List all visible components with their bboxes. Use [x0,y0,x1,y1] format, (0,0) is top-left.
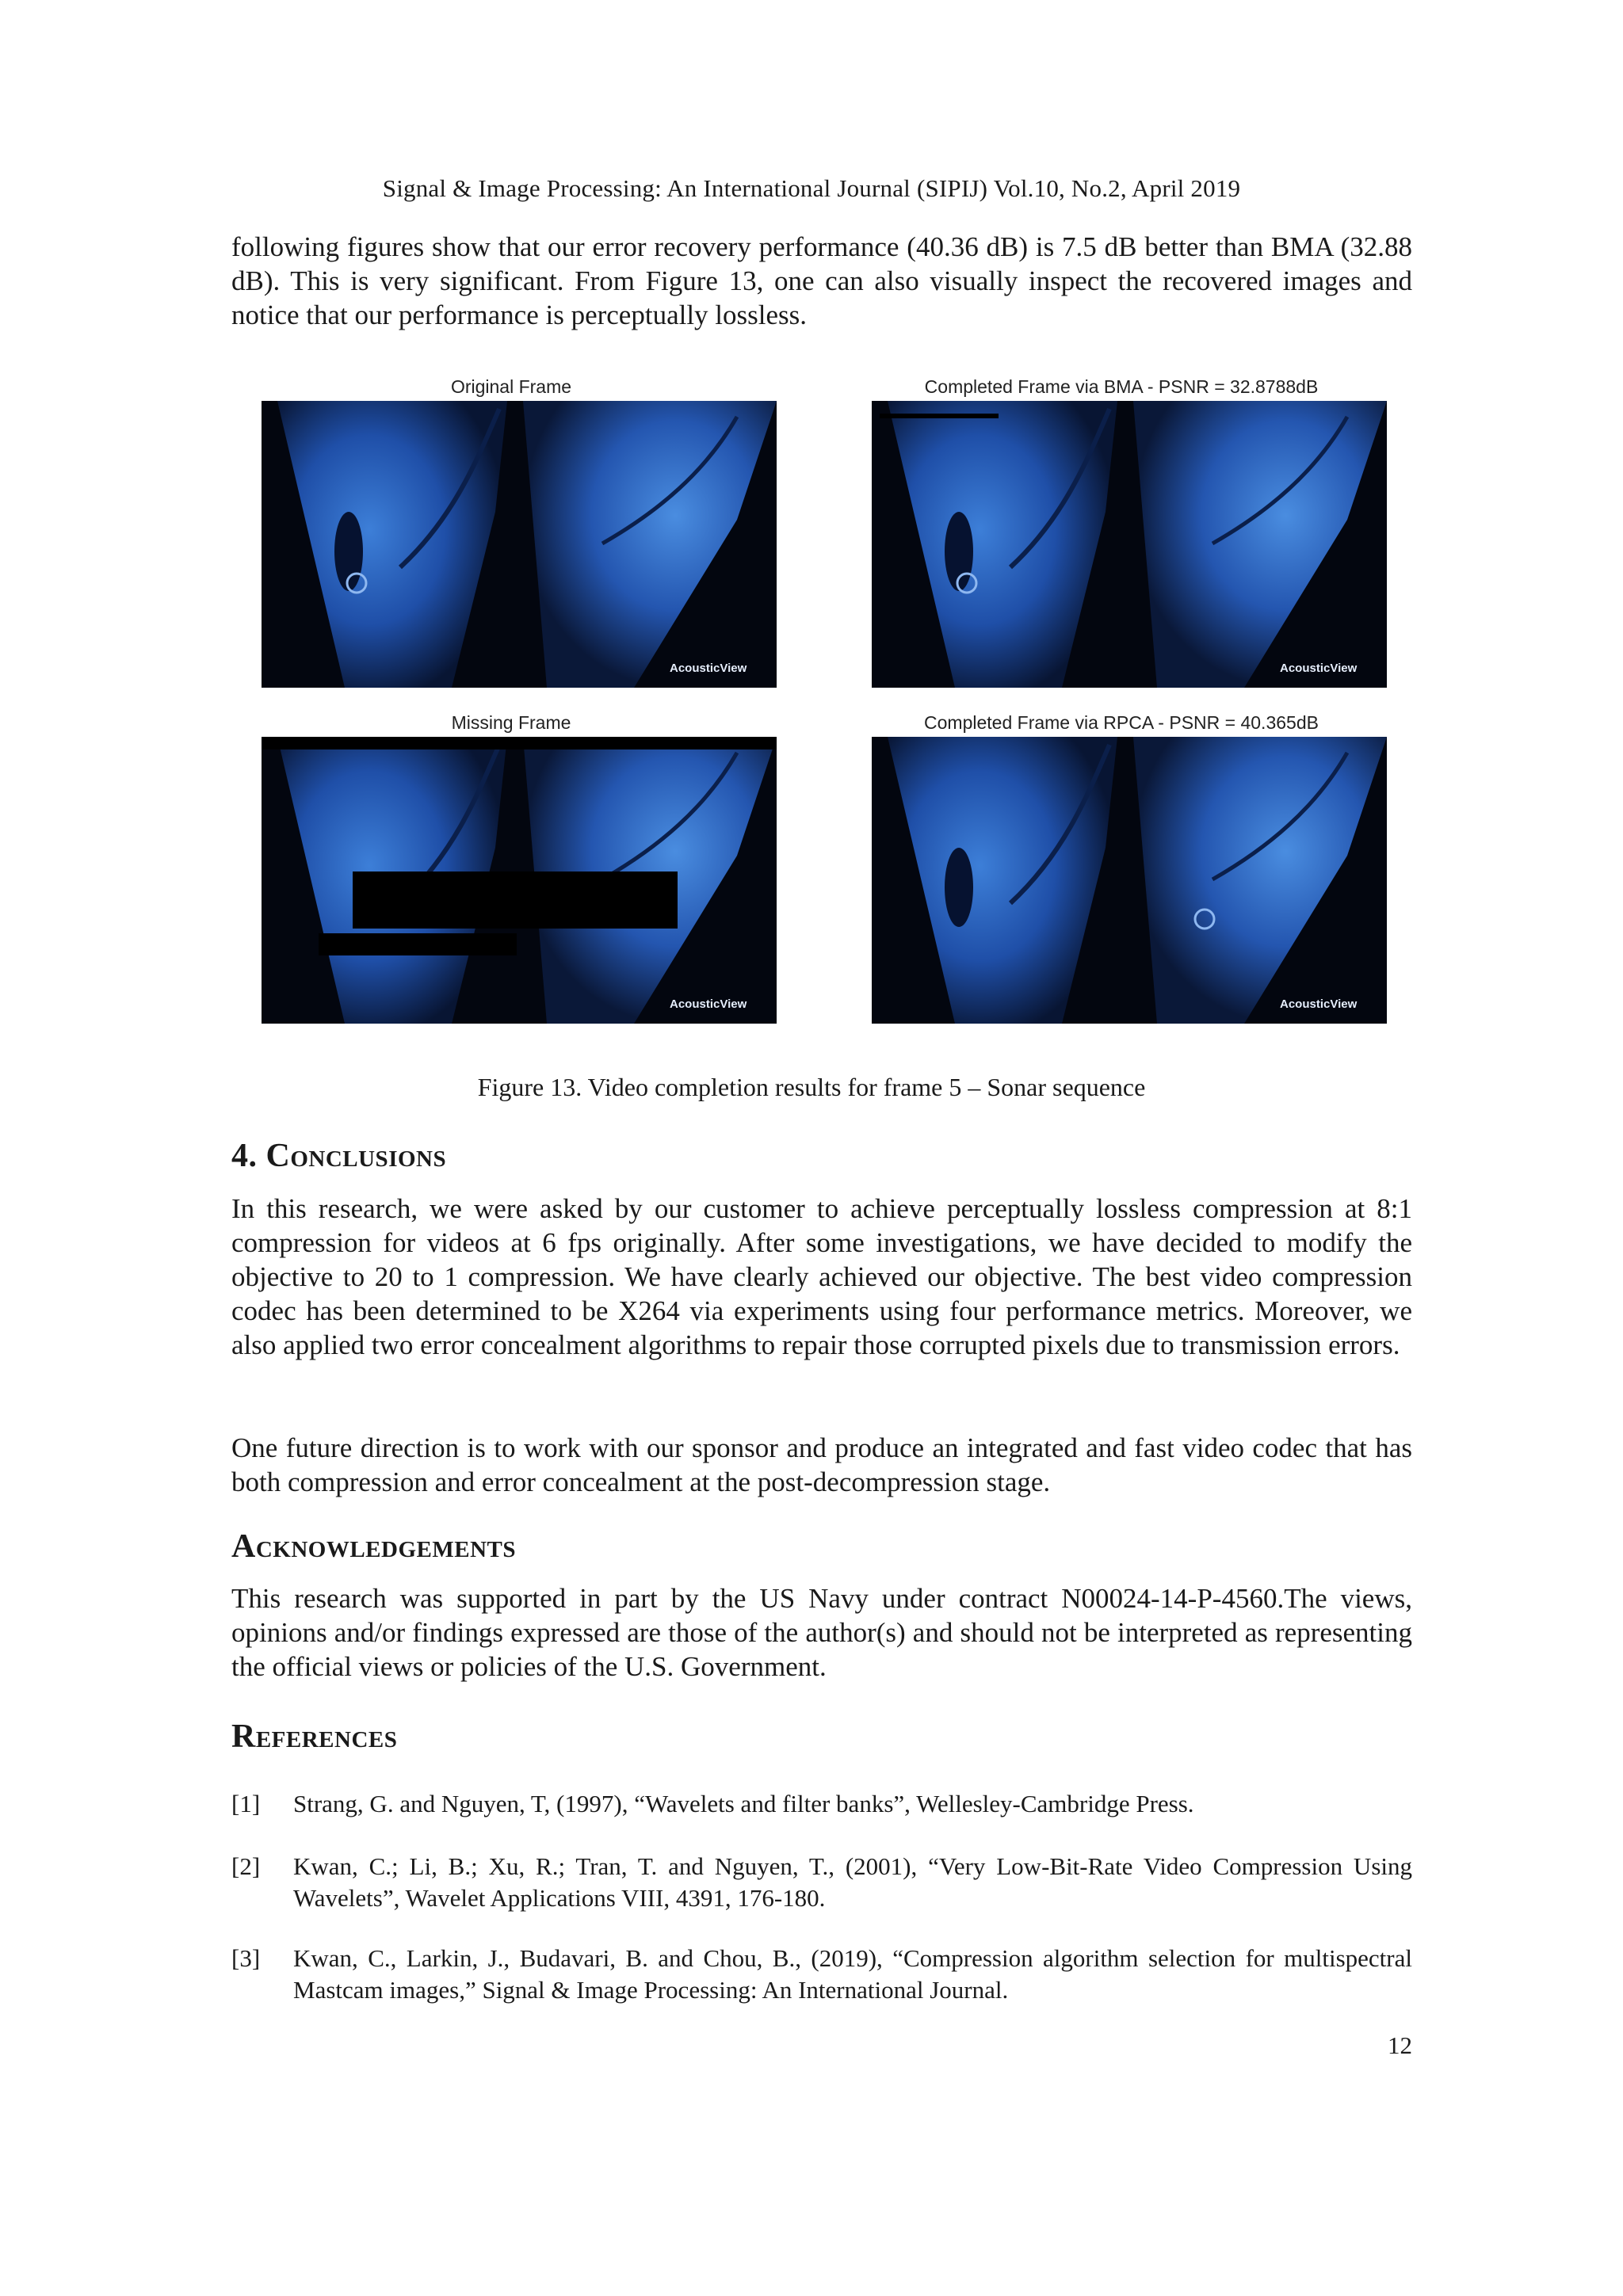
watermark-text: AcousticView [670,662,747,675]
sonar-image-missing [262,737,777,1024]
conclusions-heading: 4. Conclusions [231,1138,447,1174]
reference-text: Kwan, C.; Li, B.; Xu, R.; Tran, T. and Nguyen, T., (2001), “Very Low-Bit-Rate Video Compression Using Wavelets”, Wavelet Applications VIII, 4391, 176-180. [293,1852,1412,1912]
figure-caption: Figure 13. Video completion results for frame 5 – Sonar sequence [477,1073,1146,1101]
panel-label: Original Frame [450,376,572,397]
reference-text: Kwan, C., Larkin, J., Budavari, B. and Chou, B., (2019), “Compression algorithm selection for multispectral Mastcam images,” Signal & Image Processing: An International Journal. [293,1944,1412,2004]
conclusions-paragraph-1: In this research, we were asked by our customer to achieve perceptually lossless compression at 8:1 compression for videos at 6 fps originally. After some investigations, we have decided to modify the objective to 20 to 1 compression. We have clearly achieved our objective. The best video compression codec has been determined to be X264 via experiments using four performance metrics. Moreover, we also applied two error concealment algorithms to repair those corrupted pixels due to transmission errors. [231,1193,1412,1360]
running-header: Signal & Image Processing: An International Journal (SIPIJ) Vol.10, No.2, April 2019 [382,174,1241,202]
sonar-image-rpca [872,737,1387,1024]
reference-text: Strang, G. and Nguyen, T, (1997), “Wavelets and filter banks”, Wellesley-Cambridge Press. [293,1790,1194,1817]
watermark-text: AcousticView [1280,662,1358,675]
reference-number: [1] [231,1790,261,1817]
panel-label: Completed Frame via RPCA - PSNR = 40.365dB [924,712,1319,733]
panel-label: Missing Frame [451,712,571,733]
acknowledgements-heading: Acknowledgements [231,1528,516,1565]
panel-original-frame [262,372,777,688]
references-heading: References [231,1718,398,1755]
watermark-text: AcousticView [1280,997,1358,1011]
reference-number: [3] [231,1944,261,1972]
panel-rpca-frame [872,708,1387,1024]
panel-label: Completed Frame via BMA - PSNR = 32.8788dB [924,376,1319,397]
sonar-image-original [262,401,777,688]
figure-13 [262,372,1387,1030]
acknowledgements-paragraph: This research was supported in part by the US Navy under contract N00024-14-P-4560.The views, opinions and/or findings expressed are those of the author(s) and should not be interpreted as representing the official views or policies of the U.S. Government. [231,1583,1412,1682]
panel-bma-frame [872,372,1387,688]
conclusions-paragraph-2: One future direction is to work with our sponsor and produce an integrated and fast video codec that has both compression and error concealment at the post-decompression stage. [231,1432,1412,1497]
sonar-image-bma [872,401,1387,688]
intro-paragraph: following figures show that our error recovery performance (40.36 dB) is 7.5 dB better than BMA (32.88 dB). This is very significant. From Figure 13, one can also visually inspect the recovered images and notice that our performance is perceptually lossless. [231,231,1412,330]
page-number: 12 [1388,2031,1412,2059]
panel-missing-frame [262,708,777,1024]
watermark-text: AcousticView [670,997,747,1011]
reference-number: [2] [231,1852,261,1880]
